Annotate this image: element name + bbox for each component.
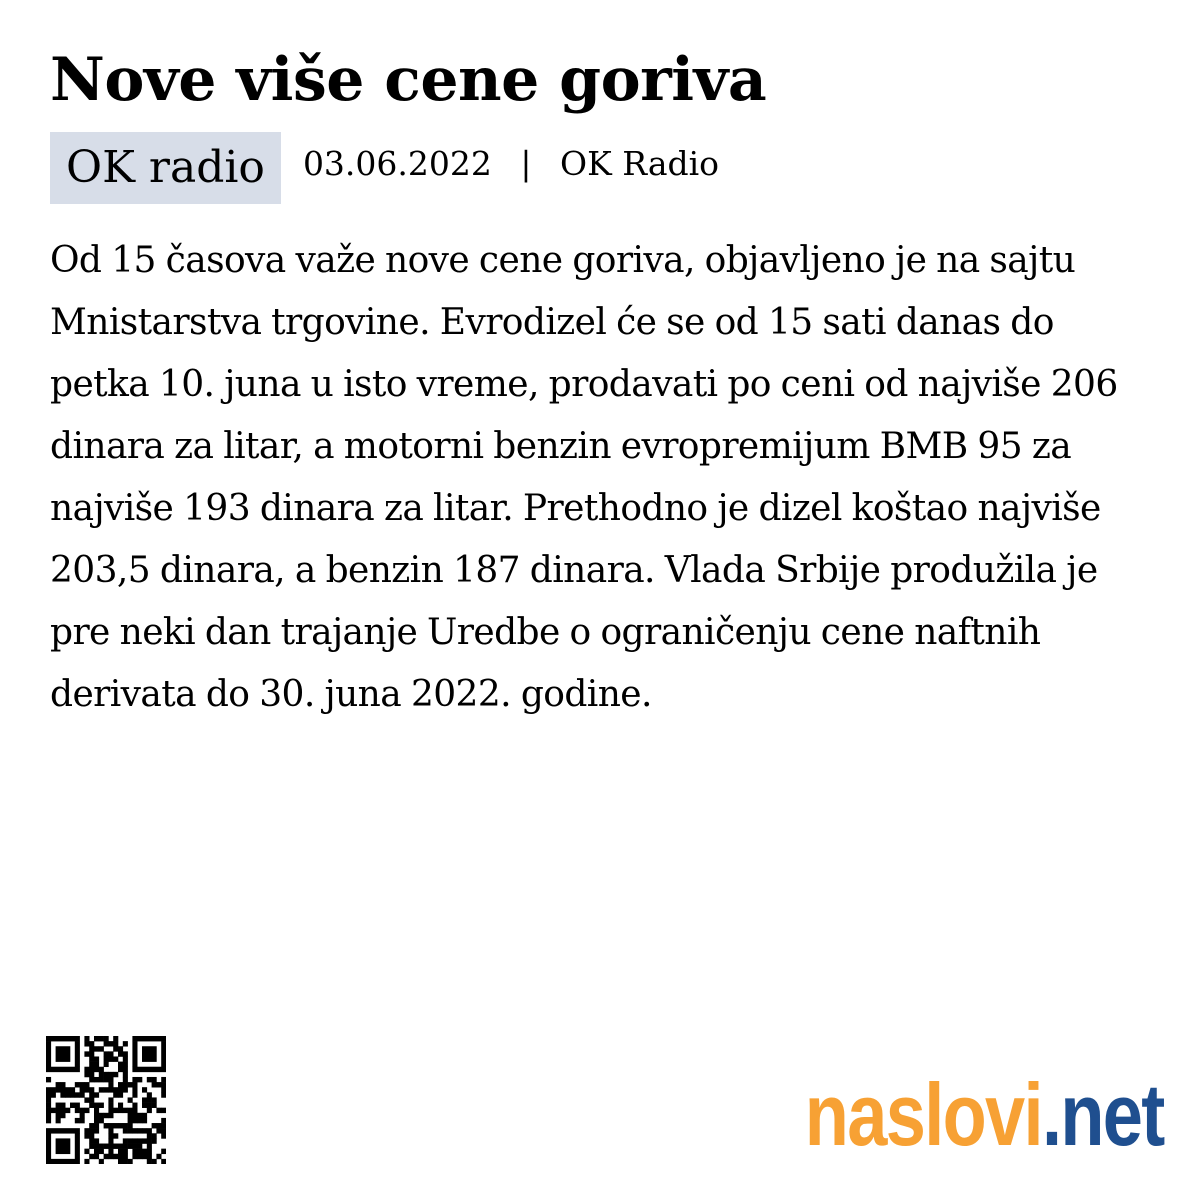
naslovi-net-logo[interactable] (805, 1060, 1164, 1170)
logo-text-primary: naslovi (805, 1065, 1043, 1164)
author-name: OK Radio (560, 144, 720, 183)
source-badge[interactable]: OK radio (50, 132, 281, 204)
logo-text-secondary: .net (1042, 1065, 1164, 1164)
meta-text (303, 144, 719, 184)
article-body: Od 15 časova važe nove cene goriva, objavljeno je na sajtu Mnistarstva trgovine. Evrodizel će se od 15 sati danas do petka 10. juna u isto vreme, prodavati po ceni od najviše 206 dinara za litar, a motorni benzin evropremijum BMB 95 za najviše 193 dinara za litar. Prethodno je dizel koštao najviše 203,5 dinara, a benzin 187 dinara. Vlada Srbije produžila je pre neki dan trajanje Uredbe o ograničenju cene naftnih derivata do 30. juna 2022. godine. (50, 240, 1118, 715)
page-title: Nove više cene goriva (50, 45, 767, 115)
publish-date: 03.06.2022 (302, 144, 492, 183)
article-meta (50, 132, 719, 204)
meta-separator: | (520, 144, 532, 183)
qr-code-icon[interactable] (46, 1036, 166, 1164)
